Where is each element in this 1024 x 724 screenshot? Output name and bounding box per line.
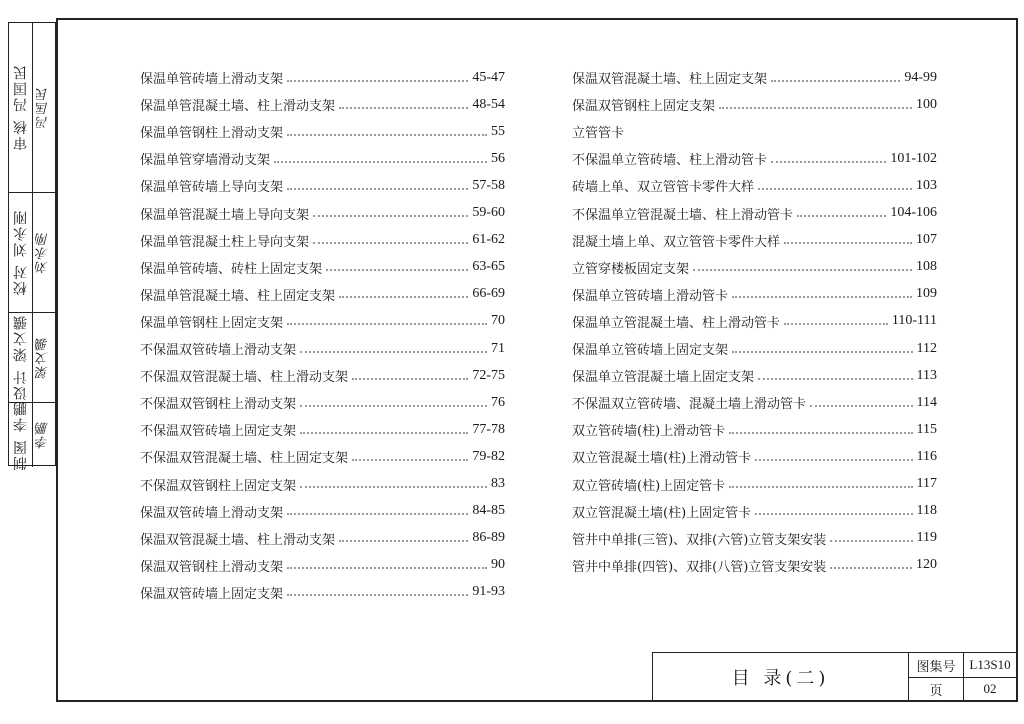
toc-entry-title: 保温双管混凝土墙、柱上滑动支架: [140, 532, 336, 548]
toc-entry: [140, 443, 505, 470]
toc-entry: [572, 145, 937, 172]
toc-entry-title: 不保温单立管砖墙、柱上滑动管卡: [572, 153, 768, 169]
toc-entry: [140, 254, 505, 281]
toc-entry: [572, 389, 937, 416]
toc-entry: [140, 91, 505, 118]
toc-entry-page: 118: [916, 503, 937, 519]
toc-leader-dots: [830, 540, 912, 542]
sidebar-row-proofread: [9, 193, 55, 313]
toc-entry-page: 116: [916, 448, 937, 464]
toc-entry-page: 109: [916, 286, 937, 302]
toc-leader-dots: [732, 351, 913, 353]
toc-entry-title: 管井中单排(四管)、双排(八管)立管支架安装: [572, 559, 827, 575]
toc-entry: [572, 281, 937, 308]
toc-leader-dots: [755, 513, 912, 515]
toc-leader-dots: [313, 242, 468, 244]
toc-leader-dots: [274, 161, 487, 163]
atlas-number-label: 图集号: [916, 659, 956, 675]
approval-sidebar: [8, 22, 56, 471]
toc-entry: [572, 91, 937, 118]
toc-entry: [140, 579, 505, 606]
toc-entry-title: 双立管砖墙(柱)上滑动管卡: [572, 424, 726, 440]
toc-entry-title: 管井中单排(三管)、双排(六管)立管支架安装: [572, 532, 827, 548]
toc-entry-page: 57-58: [472, 177, 505, 193]
toc-leader-dots: [758, 188, 912, 190]
toc-entry: [572, 200, 937, 227]
toc-leader-dots: [339, 296, 468, 298]
page-number-value: 02: [983, 681, 997, 696]
toc-entry: [140, 362, 505, 389]
toc-leader-dots: [755, 459, 912, 461]
sidebar-label: 设计 梁文骥: [12, 314, 29, 401]
toc-entry-page: 55: [491, 123, 505, 139]
toc-entry: [140, 281, 505, 308]
toc-entry: [140, 498, 505, 525]
toc-entry-title: 保温单管砖墙、砖柱上固定支架: [140, 261, 323, 277]
toc-entry: [140, 64, 505, 91]
sidebar-label: 校对 刘永刚: [12, 209, 29, 296]
toc-leader-dots: [300, 432, 468, 434]
toc-entry: [572, 471, 937, 498]
sidebar-label: 审核 冯国民: [12, 64, 29, 151]
toc-entry: [140, 389, 505, 416]
toc-leader-dots: [287, 134, 487, 136]
toc-entry-title: 保温单管混凝土墙、柱上固定支架: [140, 288, 336, 304]
toc-entry-title: 双立管混凝土墙(柱)上固定管卡: [572, 505, 752, 521]
toc-entry-page: 48-54: [472, 96, 505, 112]
toc-leader-dots: [771, 80, 900, 82]
toc-entry-page: 86-89: [472, 530, 505, 546]
signature: 李鹏: [36, 421, 51, 449]
sidebar-row-design: [9, 313, 55, 403]
toc-entry: [572, 254, 937, 281]
toc-entry-page: 63-65: [472, 259, 505, 275]
toc-entry-title: 保温双管混凝土墙、柱上固定支架: [572, 72, 768, 87]
toc-entry: [140, 118, 505, 145]
toc-entry-title: 保温单管混凝土柱上导向支架: [140, 234, 310, 250]
toc-leader-dots: [797, 215, 886, 217]
toc-leader-dots: [784, 242, 912, 244]
toc-entry-page: 101-102: [890, 150, 937, 166]
toc-entry-page: 120: [916, 557, 937, 573]
toc-leader-dots: [300, 486, 487, 488]
toc-leader-dots: [300, 351, 487, 353]
toc-leader-dots: [287, 594, 468, 596]
toc-entry-page: 79-82: [472, 448, 505, 464]
toc-entry: [572, 227, 937, 254]
toc-entry-title: 保温双管钢柱上滑动支架: [140, 559, 284, 575]
toc-entry-title: 保温单管穿墙滑动支架: [140, 153, 271, 169]
atlas-number-value: L13S10: [969, 657, 1011, 672]
toc-entry: [572, 498, 937, 525]
toc-entry: [140, 416, 505, 443]
title-block: [652, 652, 1018, 702]
page-title: 目 录(二): [653, 653, 909, 701]
toc-entry-title: 不保温双管钢柱上滑动支架: [140, 397, 297, 413]
toc-entry-title: 不保温单立管混凝土墙、柱上滑动管卡: [572, 207, 794, 223]
toc-leader-dots: [830, 567, 912, 569]
page-label: 页: [929, 683, 943, 699]
toc-entry-page: 71: [491, 340, 505, 356]
toc-entry-title: 保温单立管砖墙上滑动管卡: [572, 288, 729, 304]
toc-entry-title: 不保温双立管砖墙、混凝土墙上滑动管卡: [572, 397, 807, 413]
toc-entry-title: 保温单立管混凝土墙、柱上滑动管卡: [572, 315, 781, 331]
toc-leader-dots: [771, 161, 886, 163]
toc-entry-page: 84-85: [472, 503, 505, 519]
toc-entry-page: 115: [916, 421, 937, 437]
toc-entry-title: 保温双管钢柱上固定支架: [572, 99, 716, 115]
toc-entry-title: 双立管混凝土墙(柱)上滑动管卡: [572, 451, 752, 467]
toc-entry-title: 立管管卡: [572, 126, 625, 142]
toc-entry: [140, 172, 505, 199]
toc-leader-dots: [339, 540, 468, 542]
toc-leader-dots: [287, 323, 487, 325]
toc-entry: [572, 308, 937, 335]
toc-entry: [572, 64, 937, 91]
toc-leader-dots: [287, 188, 468, 190]
toc-entry-title: 保温单管钢柱上固定支架: [140, 315, 284, 331]
toc-entry: [572, 362, 937, 389]
sidebar-row-review: [9, 23, 55, 193]
toc-entry-page: 108: [916, 259, 937, 275]
toc-entry: [572, 335, 937, 362]
toc-entry-title: 双立管砖墙(柱)上固定管卡: [572, 478, 726, 494]
toc-entry-page: 90: [491, 557, 505, 573]
toc-entry-title: 混凝土墙上单、双立管管卡零件大样: [572, 234, 781, 250]
toc-entry: [140, 227, 505, 254]
toc-entry-page: 112: [916, 340, 937, 356]
toc-entry-page: 91-93: [472, 584, 505, 600]
toc-entry: [140, 471, 505, 498]
toc-entry: [572, 552, 937, 579]
signature: 梁文骥: [36, 336, 51, 379]
toc-entry-title: 不保温双管砖墙上滑动支架: [140, 343, 297, 358]
toc-leader-dots: [352, 378, 468, 380]
toc-entry: [572, 172, 937, 199]
toc-leader-dots: [287, 80, 468, 82]
toc-entry-title: 不保温双管砖墙上固定支架: [140, 424, 297, 440]
toc-entry-page: 59-60: [472, 205, 505, 220]
toc-entry-page: 66-69: [472, 286, 505, 302]
toc-entry: [572, 118, 937, 145]
signature: 冯国民: [36, 86, 51, 129]
toc-entry-page: 100: [916, 96, 937, 112]
toc-entry-page: 113: [916, 367, 937, 383]
toc-entry: [140, 552, 505, 579]
toc-leader-dots: [287, 513, 468, 515]
toc-leader-dots: [339, 107, 468, 109]
toc-entry-title: 不保温双管钢柱上固定支架: [140, 478, 297, 494]
toc-entry-page: 77-78: [472, 421, 505, 437]
toc-entry-title: 保温单立管砖墙上固定支架: [572, 343, 729, 358]
toc-entry: [572, 416, 937, 443]
toc-leader-dots: [300, 405, 487, 407]
toc-entry: [140, 308, 505, 335]
toc-entry: [140, 335, 505, 362]
toc-leader-dots: [758, 378, 913, 380]
toc-entry: [572, 525, 937, 552]
toc-leader-dots: [313, 215, 468, 217]
toc-entry-title: 不保温双管混凝土墙、柱上固定支架: [140, 451, 349, 467]
toc-entry-page: 72-75: [472, 367, 505, 383]
toc-entry-title: 保温单管混凝土墙上导向支架: [140, 207, 310, 223]
toc-entry-page: 61-62: [472, 232, 505, 248]
toc-leader-dots: [810, 405, 913, 407]
toc-entry-page: 45-47: [472, 69, 505, 85]
toc-entry-title: 立管穿楼板固定支架: [572, 261, 690, 277]
toc-leader-dots: [729, 432, 912, 434]
toc-entry-title: 砖墙上单、双立管管卡零件大样: [572, 180, 755, 196]
toc-entry-page: 119: [916, 530, 937, 546]
toc-leader-dots: [719, 107, 912, 109]
toc-entry-title: 保温单立管混凝土墙上固定支架: [572, 370, 755, 386]
toc-entry-title: 保温单管混凝土墙、柱上滑动支架: [140, 99, 336, 115]
toc-entry-page: 56: [491, 150, 505, 166]
toc-entry-page: 117: [916, 476, 937, 491]
toc-leader-dots: [784, 323, 888, 325]
toc-entry: [572, 443, 937, 470]
toc-entry-page: 114: [916, 394, 937, 410]
toc-entry-title: 保温单管砖墙上滑动支架: [140, 72, 284, 87]
signature: 刘永刚: [36, 231, 51, 274]
toc-entry-page: 94-99: [904, 69, 937, 85]
toc-entry-page: 110-111: [891, 313, 937, 329]
toc-leader-dots: [287, 567, 487, 569]
toc-entry-page: 107: [916, 232, 937, 248]
toc-entry-page: 103: [916, 177, 937, 193]
toc-entry-title: 保温双管砖墙上滑动支架: [140, 505, 284, 521]
toc-entry-title: 保温单管砖墙上导向支架: [140, 180, 284, 196]
toc-leader-dots: [729, 486, 912, 488]
sidebar-row-drafting: [9, 399, 55, 471]
toc-entry-page: 76: [491, 394, 505, 410]
toc-leader-dots: [352, 459, 468, 461]
toc-entry-title: 保温双管砖墙上固定支架: [140, 586, 284, 602]
toc-leader-dots: [326, 269, 468, 271]
toc-entry-page: 70: [491, 313, 505, 329]
toc-entry-title: 不保温双管混凝土墙、柱上滑动支架: [140, 370, 349, 386]
toc-entry-title: 保温单管钢柱上滑动支架: [140, 126, 284, 142]
sidebar-label: 制图 李鹏: [12, 399, 29, 471]
toc-entry-page: 104-106: [890, 205, 937, 220]
toc-leader-dots: [693, 269, 912, 271]
toc-leader-dots: [732, 296, 912, 298]
toc-entry-page: 83: [491, 476, 505, 491]
toc-entry: [140, 145, 505, 172]
toc-entry: [140, 200, 505, 227]
toc-entry: [140, 525, 505, 552]
